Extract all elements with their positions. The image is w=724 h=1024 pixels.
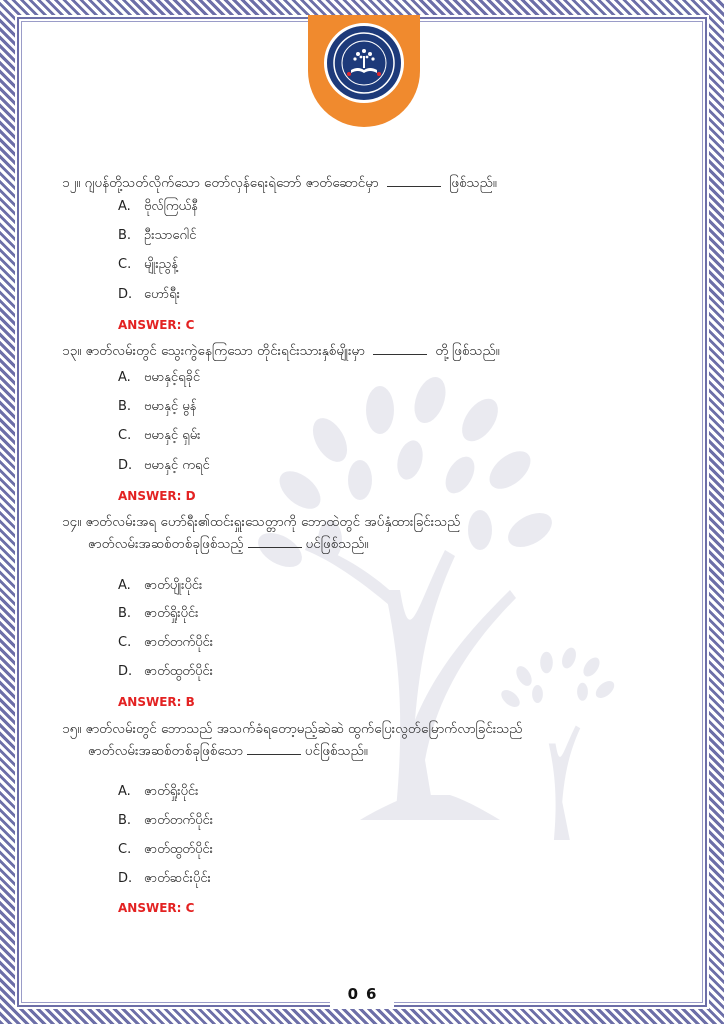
option-b[interactable]: B. ဗမာနှင့် မွန် — [118, 399, 197, 414]
answer-blank — [387, 174, 441, 187]
question-14 — [62, 511, 460, 555]
option-c[interactable]: C. ဇာတ်ထွတ်ပိုင်း — [118, 842, 213, 857]
question-number: ၁၃။ — [62, 343, 82, 359]
option-b[interactable]: B. ဇာတ်ရှိုးပိုင်း — [118, 606, 199, 621]
option-b[interactable]: B. ဦးသာဂေါင် — [118, 228, 197, 243]
answer-label: ANSWER: D — [118, 489, 196, 503]
option-a[interactable]: A. ဇာတ်ရှိုးပိုင်း — [118, 784, 199, 799]
page-number-digit: 0 — [347, 985, 358, 1003]
option-b[interactable]: B. ဇာတ်တက်ပိုင်း — [118, 813, 214, 828]
answer-label: ANSWER: C — [118, 901, 195, 915]
question-text-line2: ဇာတ်လမ်းအဆစ်တစ်ခုဖြစ်သည့် ပင်ဖြစ်သည်။ — [88, 536, 369, 552]
option-a[interactable]: A. ဇာတ်ပျိုးပိုင်း — [118, 578, 203, 593]
option-d[interactable]: D. ဟော်ရီး — [118, 287, 180, 302]
option-a[interactable]: A. ဗိုလ်ကြယ်နီ — [118, 199, 198, 214]
question-text: ဇာတ်လမ်းအရ ဟော်ရီး၏ထင်းရှူးသေတ္တာကို ဘောထဲတွင် အပ်နှံထားခြင်းသည် — [85, 514, 461, 530]
tree-book-emblem-icon — [324, 23, 404, 103]
question-number: ၁၂။ — [62, 175, 81, 191]
question-text-end: ဖြစ်သည်။ — [449, 175, 497, 191]
question-15 — [62, 718, 522, 762]
question-number: ၁၅။ — [62, 721, 82, 737]
question-text: ဇာတ်လမ်းတွင် ဘောသည် အသက်ခံရတော့မည့်ဆဲဆဲ ထွက်ပြေးလွတ်မြောက်လာခြင်းသည် — [85, 721, 523, 737]
option-a[interactable]: A. ဗမာနှင့်ရခိုင် — [118, 370, 201, 385]
option-c[interactable]: C. မျိုးညွန့် — [118, 257, 178, 272]
question-12 — [62, 172, 497, 194]
option-c[interactable]: C. ဗမာနှင့် ရှမ်း — [118, 428, 201, 443]
answer-blank — [373, 342, 427, 355]
option-d[interactable]: D. ဇာတ်ဆင်းပိုင်း — [118, 871, 211, 886]
page-number — [330, 981, 394, 1007]
logo-tab — [308, 15, 420, 127]
option-d[interactable]: D. ဇာတ်ထွတ်ပိုင်း — [118, 664, 213, 679]
option-c[interactable]: C. ဇာတ်တက်ပိုင်း — [118, 635, 214, 650]
answer-blank — [247, 742, 301, 755]
answer-label: ANSWER: B — [118, 695, 195, 709]
question-13 — [62, 340, 500, 362]
answer-label: ANSWER: C — [118, 318, 195, 332]
question-text: ဇာတ်လမ်းတွင် သွေးကွဲနေကြသော တိုင်းရင်းသားနှစ်မျိုးမှာ — [85, 343, 365, 359]
question-number: ၁၄။ — [62, 514, 82, 530]
question-text-end: တို့ဖြစ်သည်။ — [435, 343, 500, 359]
page-number-digit: 6 — [366, 985, 377, 1003]
question-text: ဂျပန်တို့သတ်လိုက်သော တော်လှန်ရေးရဲဘော် ဇာတ်ဆောင်မှာ — [84, 175, 379, 191]
answer-blank — [248, 535, 302, 548]
tree-watermark-icon — [210, 360, 690, 840]
option-d[interactable]: D. ဗမာနှင့် ကရင် — [118, 458, 210, 473]
question-text-line2: ဇာတ်လမ်းအဆစ်တစ်ခုဖြစ်သော ပင်ဖြစ်သည်။ — [88, 743, 368, 759]
